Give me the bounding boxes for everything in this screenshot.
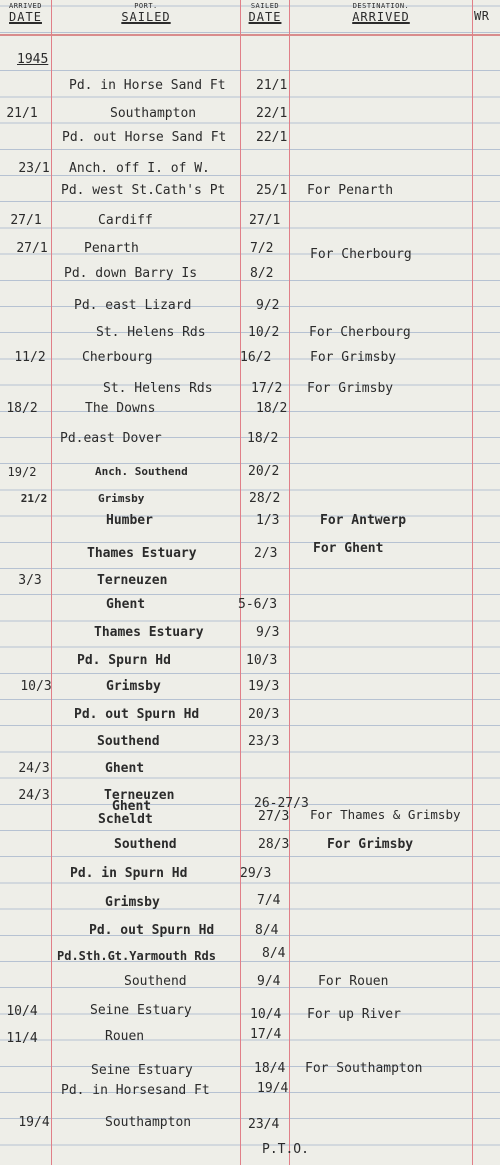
sailed-cell: 7/4 [257,893,281,908]
port-cell: Pd. down Barry Is [64,266,198,281]
sailed-cell: 5-6/3 [238,597,278,612]
port-cell: Rouen [105,1029,145,1044]
sailed-cell: 22/1 [256,106,288,121]
sailed-cell: 9/2 [256,298,280,313]
port-cell: Pd. out Spurn Hd [89,923,215,938]
arrived-cell: 24/3 [18,761,50,776]
sailed-cell: 20/2 [248,464,280,479]
sailed-cell: 20/3 [248,707,280,722]
port-cell: Cherbourg [82,350,153,365]
port-cell: Grimsby [105,895,160,910]
column-divider [240,0,241,1165]
column-divider [289,0,290,1165]
port-cell: Pd. in Horsesand Ft [61,1083,210,1098]
arrived-cell: 21/2 [20,492,48,505]
arrived-cell: 10/3 [20,679,52,694]
port-cell: Anch. off I. of W. [69,161,210,176]
footer-note: P.T.O. [262,1142,309,1157]
port-cell: Southend [124,974,187,989]
port-cell: Ghent [106,597,146,612]
destination-cell: For Antwerp [320,513,407,528]
arrived-cell: 24/3 [18,788,50,803]
sailed-cell: 22/1 [256,130,288,145]
sailed-cell: 27/3 [258,809,290,824]
arrived-cell: 11/2 [14,350,46,365]
port-cell: Pd. west St.Cath's Pt [61,183,226,198]
sailed-cell: 21/1 [256,78,288,93]
sailed-cell: 19/3 [248,679,280,694]
destination-cell: For Cherbourg [310,247,412,262]
port-cell: Anch. Southend [95,465,188,478]
port-cell: Grimsby [98,492,145,505]
destination-cell: For Penarth [307,183,394,198]
port-cell: Pd. in Spurn Hd [70,866,188,881]
sailed-cell: 1/3 [256,513,280,528]
port-cell: The Downs [85,401,156,416]
port-cell: Penarth [84,241,139,256]
port-cell: Ghent [112,799,152,814]
sailed-cell: 25/1 [256,183,288,198]
sailed-cell: 19/4 [257,1081,289,1096]
port-cell: Southampton [110,106,197,121]
header-arrived: ARRIVED DATE [8,2,42,24]
port-cell: Southend [114,837,177,852]
sailed-cell: 8/2 [250,266,274,281]
arrived-cell: 19/2 [7,465,37,479]
port-cell: Pd. out Horse Sand Ft [62,130,227,145]
sailed-cell: 2/3 [254,546,278,561]
port-cell: Cardiff [98,213,153,228]
header-sailed: SAILED DATE [248,2,282,24]
destination-cell: For Grimsby [307,381,394,396]
sailed-cell: 9/3 [256,625,280,640]
sailed-cell: 23/4 [248,1117,280,1132]
sailed-cell: 18/2 [256,401,288,416]
port-cell: Pd.Sth.Gt.Yarmouth Rds [57,949,216,963]
sailed-cell: 26-27/3 [254,796,309,811]
destination-cell: For Ghent [313,541,384,556]
arrived-cell: 18/2 [6,401,38,416]
sailed-cell: 16/2 [240,350,272,365]
sailed-cell: 10/4 [250,1007,282,1022]
sailed-cell: 27/1 [249,213,281,228]
sailed-cell: 17/2 [251,381,283,396]
port-cell: Thames Estuary [87,546,197,561]
header-last-column: WR [474,9,490,23]
sailed-cell: 28/2 [249,491,281,506]
port-cell: Pd. in Horse Sand Ft [69,78,226,93]
port-cell: Pd.east Dover [60,431,162,446]
port-cell: Thames Estuary [94,625,204,640]
destination-cell: For Cherbourg [309,325,411,340]
port-cell: Pd. out Spurn Hd [74,707,200,722]
port-cell: Terneuzen [97,573,168,588]
header-destination: DESTINATION. ARRIVED [352,2,410,24]
sailed-cell: 7/2 [250,241,274,256]
port-cell: Ghent [105,761,145,776]
port-cell: St. Helens Rds [96,325,206,340]
sailed-cell: 8/4 [255,923,279,938]
sailed-cell: 17/4 [250,1027,282,1042]
port-cell: Pd. east Lizard [74,298,192,313]
header-rule [0,34,500,36]
destination-cell: For Thames & Grimsby [310,807,461,822]
arrived-cell: 21/1 [6,106,38,121]
sailed-cell: 18/2 [247,431,279,446]
sailed-cell: 10/3 [246,653,278,668]
port-cell: Humber [106,513,153,528]
sailed-cell: 9/4 [257,974,281,989]
arrived-cell: 23/1 [18,161,50,176]
port-cell: St. Helens Rds [103,381,213,396]
destination-cell: For Southampton [305,1061,423,1076]
port-cell: Terneuzen [104,788,175,803]
destination-cell: For Rouen [318,974,389,989]
sailed-cell: 23/3 [248,734,280,749]
port-cell: Seine Estuary [90,1003,192,1018]
arrived-cell: 11/4 [6,1031,38,1046]
arrived-cell: 19/4 [18,1115,50,1130]
port-cell: Seine Estuary [91,1063,193,1078]
sailed-cell: 28/3 [258,837,290,852]
arrived-cell: 10/4 [6,1004,38,1019]
sailed-cell: 10/2 [248,325,280,340]
year-label: 1945 [17,52,49,67]
column-divider [472,0,473,1165]
sailed-cell: 29/3 [240,866,272,881]
port-cell: Scheldt [98,812,153,827]
destination-cell: For Grimsby [327,837,414,852]
arrived-cell: 27/1 [10,213,42,228]
destination-cell: For up River [307,1007,401,1022]
destination-cell: For Grimsby [310,350,397,365]
port-cell: Southend [97,734,160,749]
port-cell: Grimsby [106,679,161,694]
sailed-cell: 8/4 [262,946,286,961]
sailed-cell: 18/4 [254,1061,286,1076]
port-cell: Southampton [105,1115,192,1130]
arrived-cell: 3/3 [18,573,42,588]
port-cell: Pd. Spurn Hd [77,653,171,668]
header-port: PORT. SAILED [121,2,171,24]
arrived-cell: 27/1 [16,241,48,256]
